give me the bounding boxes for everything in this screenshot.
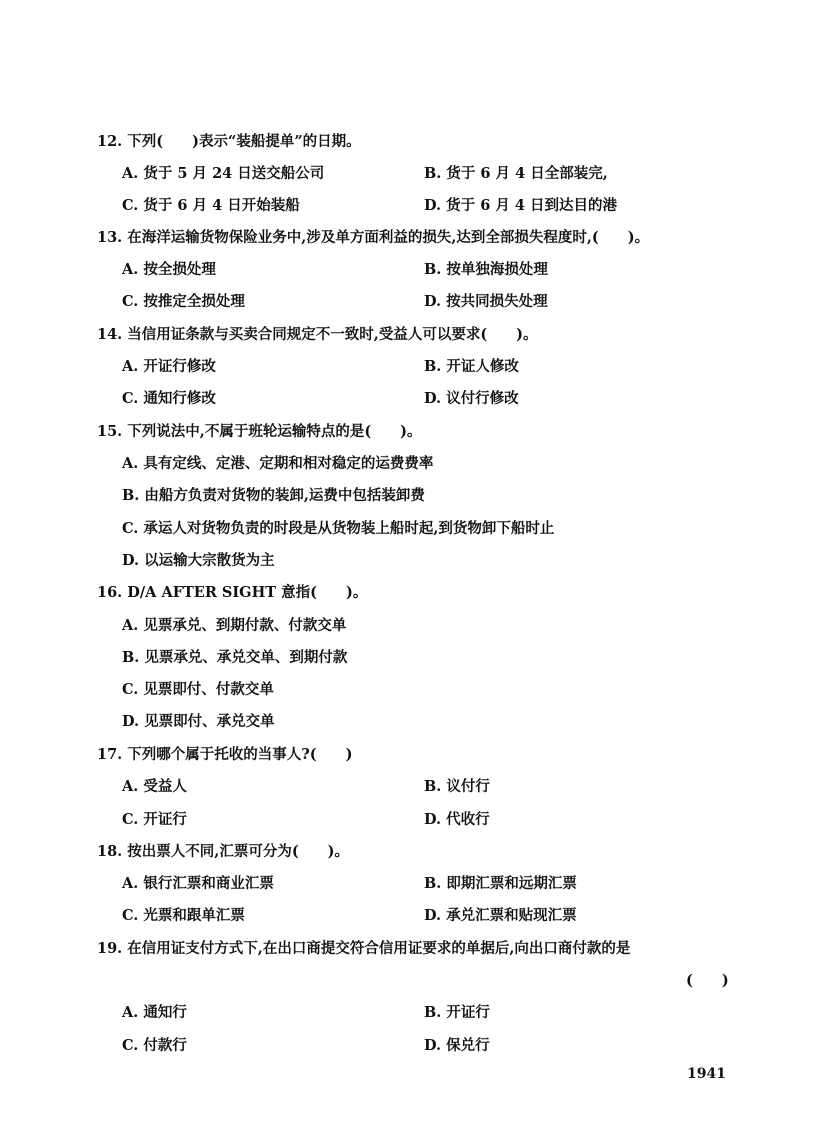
- question-15-option-b: B. 由船方负责对货物的装卸,运费中包括装卸费: [122, 487, 425, 504]
- question-18-option-c: C. 光票和跟单汇票: [122, 907, 245, 924]
- question-14-option-d: D. 议付行修改: [424, 390, 519, 407]
- question-13-option-d: D. 按共同损失处理: [424, 293, 548, 310]
- question-15-option-a: A. 具有定线、定港、定期和相对稳定的运费费率: [122, 455, 434, 472]
- question-13-stem: 13. 在海洋运输货物保险业务中,涉及单方面利益的损失,达到全部损失程度时,( )。: [97, 229, 650, 246]
- question-18-option-b: B. 即期汇票和远期汇票: [424, 875, 577, 892]
- question-19-option-c: C. 付款行: [122, 1037, 187, 1054]
- page-number: 1941: [687, 1066, 726, 1082]
- question-17-option-d: D. 代收行: [424, 811, 490, 828]
- question-12-option-a: A. 货于 5 月 24 日送交船公司: [122, 165, 325, 182]
- question-14-option-a: A. 开证行修改: [122, 358, 216, 375]
- question-19-option-b: B. 开证行: [424, 1004, 490, 1021]
- question-15-stem: 15. 下列说法中,不属于班轮运输特点的是( )。: [97, 423, 422, 440]
- question-17-option-c: C. 开证行: [122, 811, 187, 828]
- question-15-option-c: C. 承运人对货物负责的时段是从货物装上船时起,到货物卸下船时止: [122, 520, 555, 537]
- question-16-option-a: A. 见票承兑、到期付款、付款交单: [122, 617, 347, 634]
- question-18-option-a: A. 银行汇票和商业汇票: [122, 875, 274, 892]
- question-19-option-a: A. 通知行: [122, 1004, 187, 1021]
- question-16-option-b: B. 见票承兑、承兑交单、到期付款: [122, 649, 348, 666]
- question-14-option-c: C. 通知行修改: [122, 390, 216, 407]
- question-13-option-b: B. 按单独海损处理: [424, 261, 548, 278]
- question-12-option-c: C. 货于 6 月 4 日开始装船: [122, 197, 300, 214]
- question-13-option-a: A. 按全损处理: [122, 261, 216, 278]
- question-18-stem: 18. 按出票人不同,汇票可分为( )。: [97, 843, 350, 860]
- question-19-option-d: D. 保兑行: [424, 1037, 490, 1054]
- question-17-stem: 17. 下列哪个属于托收的当事人?( ): [97, 746, 353, 763]
- question-15-option-d: D. 以运输大宗散货为主: [122, 552, 275, 569]
- question-16-option-c: C. 见票即付、付款交单: [122, 681, 274, 698]
- question-14-option-b: B. 开证人修改: [424, 358, 519, 375]
- question-18-option-d: D. 承兑汇票和贴现汇票: [424, 907, 577, 924]
- question-16-stem: 16. D/A AFTER SIGHT 意指( )。: [97, 584, 368, 601]
- question-13-option-c: C. 按推定全损处理: [122, 293, 245, 310]
- question-12-option-d: D. 货于 6 月 4 日到达目的港: [424, 197, 618, 214]
- question-14-stem: 14. 当信用证条款与买卖合同规定不一致时,受益人可以要求( )。: [97, 326, 538, 343]
- question-17-option-b: B. 议付行: [424, 778, 490, 795]
- question-12-option-b: B. 货于 6 月 4 日全部装完,: [424, 165, 608, 182]
- question-19-stem: 19. 在信用证支付方式下,在出口商提交符合信用证要求的单据后,向出口商付款的是: [97, 940, 631, 957]
- question-16-option-d: D. 见票即付、承兑交单: [122, 713, 275, 730]
- question-17-option-a: A. 受益人: [122, 778, 187, 795]
- question-19-answer-paren: ( ): [686, 972, 729, 989]
- question-12-stem: 12. 下列( )表示“装船提单”的日期。: [97, 133, 361, 150]
